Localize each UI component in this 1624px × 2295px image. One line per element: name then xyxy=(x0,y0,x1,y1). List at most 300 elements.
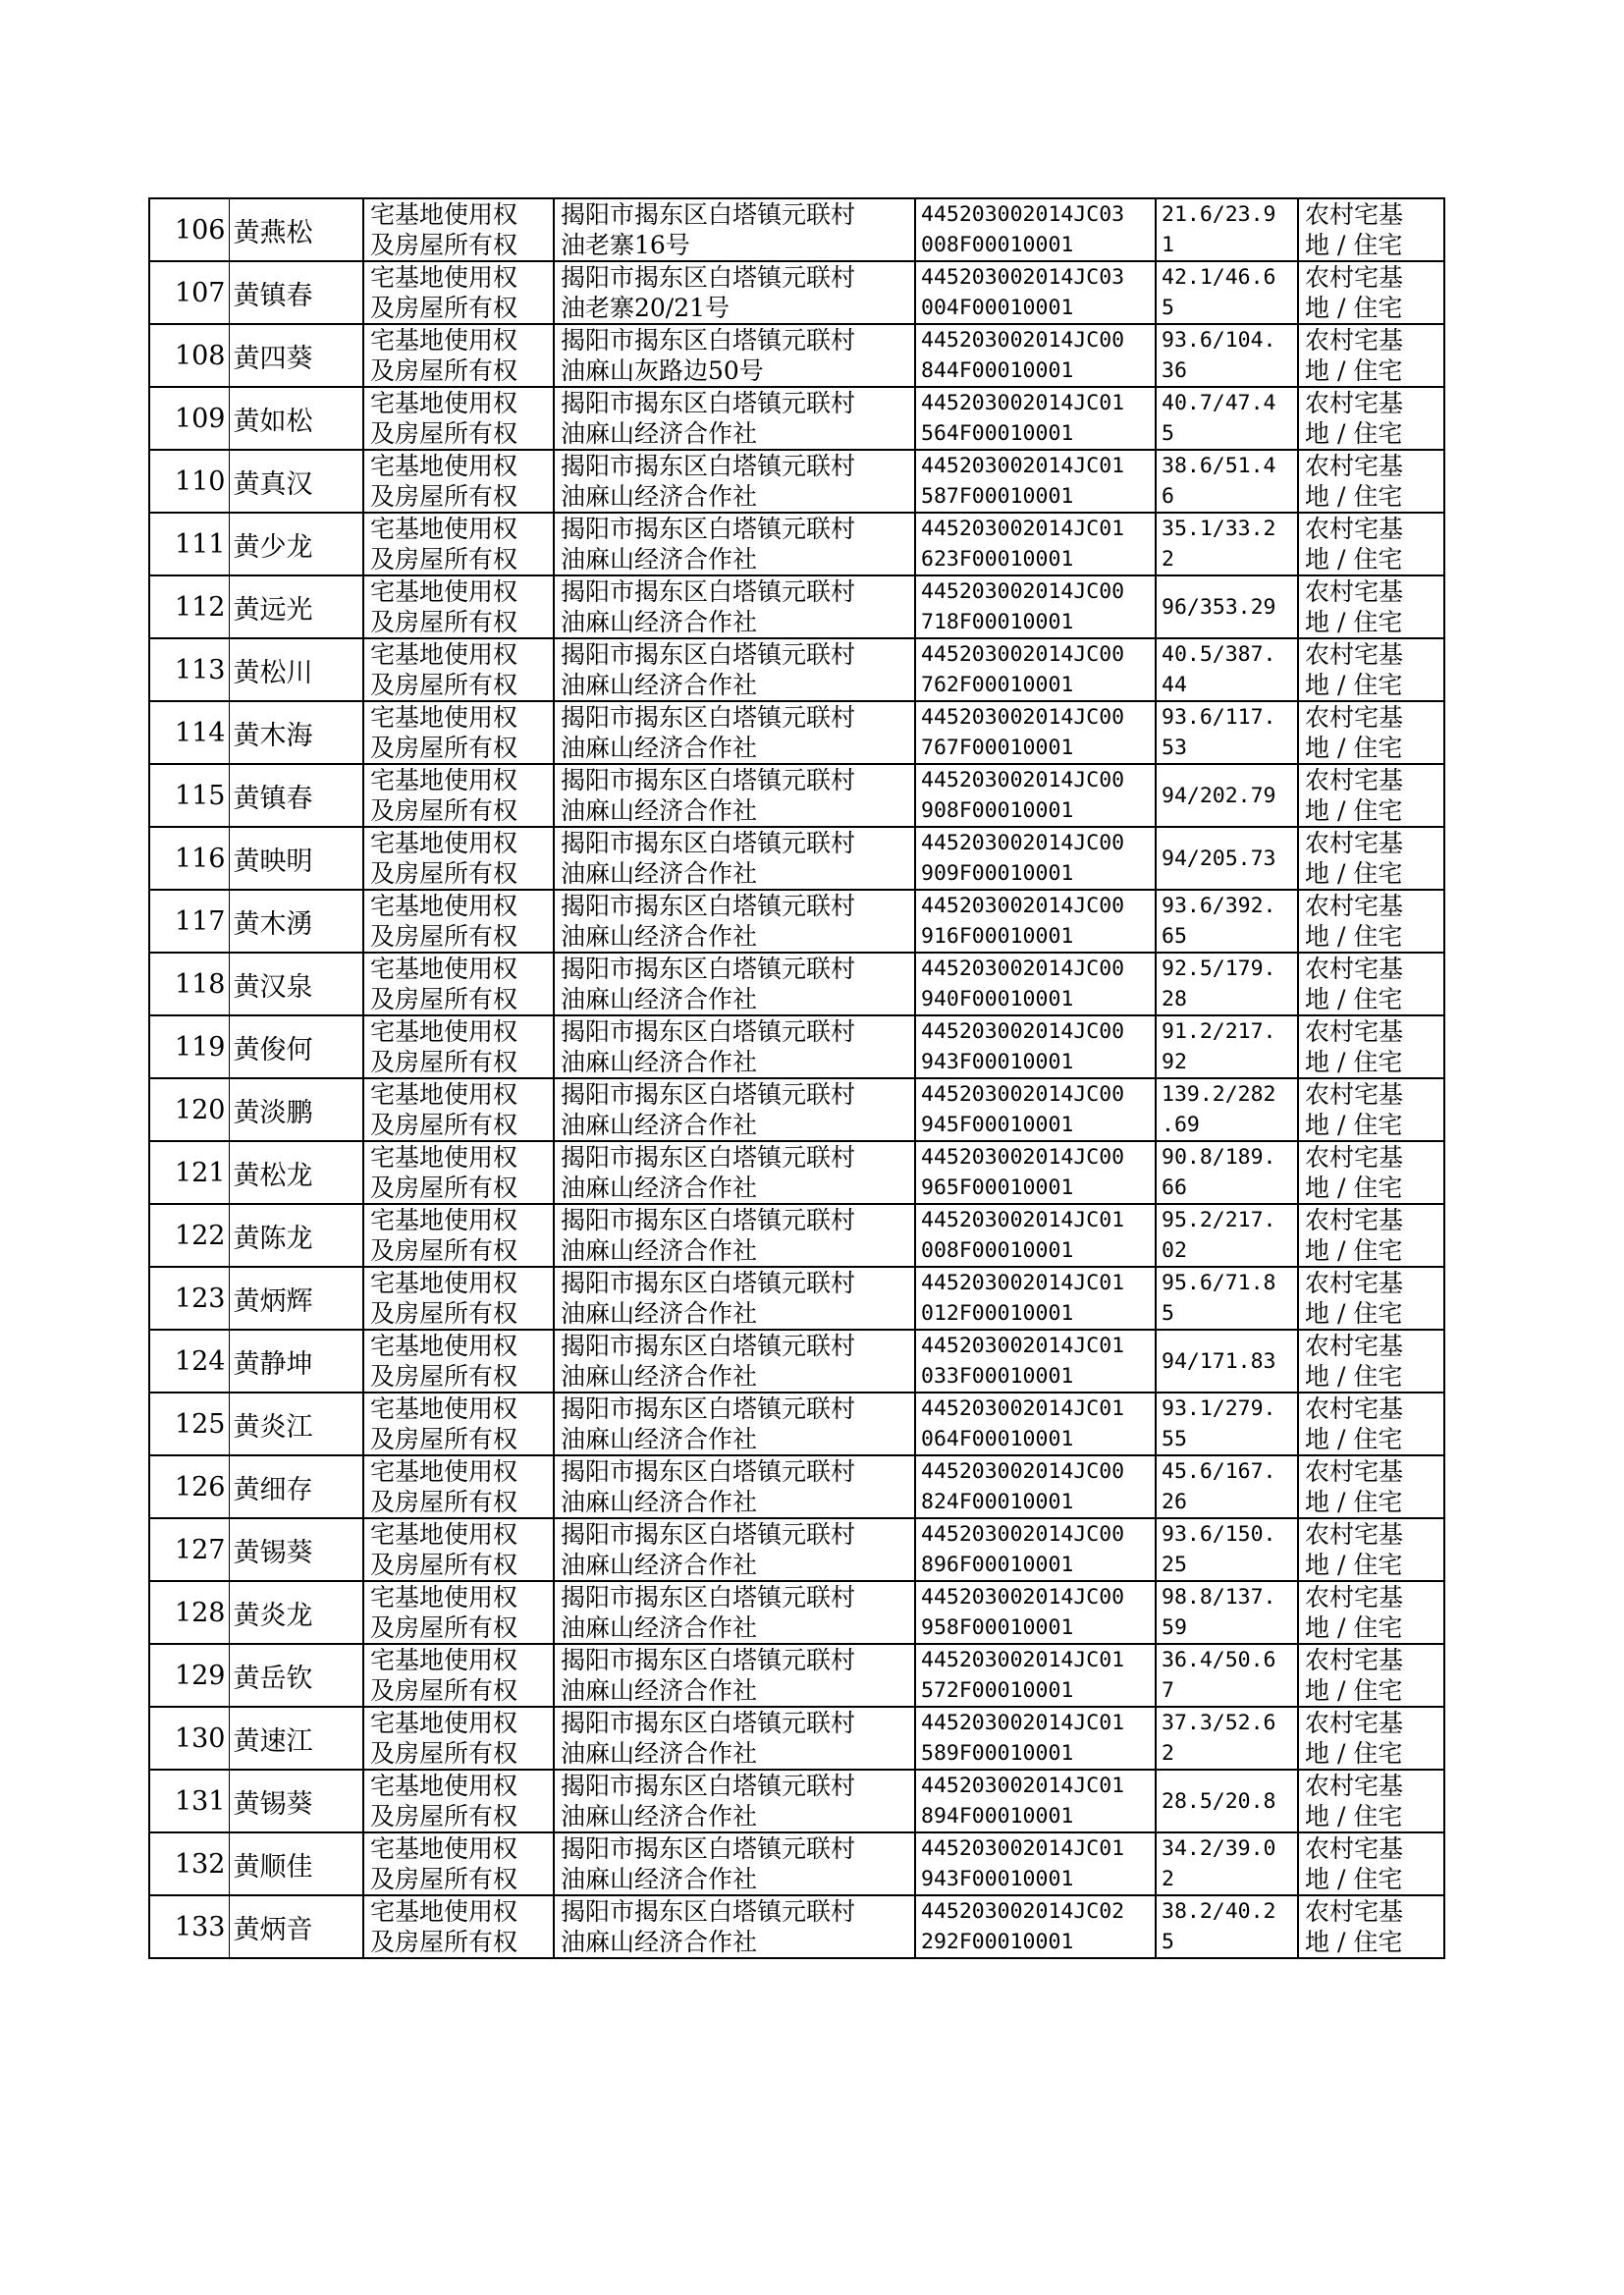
right-type-cell-line: 及房屋所有权 xyxy=(370,922,518,951)
owner-name-cell: 黄真汉 xyxy=(229,450,363,513)
area-cell-line: 40.7/47.4 xyxy=(1162,391,1276,415)
certificate-code-cell-line: 718F00010001 xyxy=(921,610,1074,634)
address-cell-line: 油麻山经济合作社 xyxy=(561,1236,758,1265)
table-row xyxy=(149,953,1444,1015)
right-type-cell xyxy=(363,1267,554,1330)
right-type-cell-line: 及房屋所有权 xyxy=(370,734,518,762)
address-cell xyxy=(554,701,915,764)
certificate-code-cell-line: 445203002014JC01 xyxy=(921,454,1125,478)
table-row xyxy=(149,1644,1444,1707)
area-cell-line: 5 xyxy=(1162,296,1174,320)
area-cell-line: 98.8/137. xyxy=(1162,1585,1276,1610)
address-cell-line: 揭阳市揭东区白塔镇元联村 xyxy=(561,892,856,920)
right-type-cell-line: 及房屋所有权 xyxy=(370,796,518,825)
owner-name-cell: 黄顺佳 xyxy=(229,1832,363,1895)
area-cell xyxy=(1156,1204,1298,1267)
land-use-cell-line: 农村宅基 xyxy=(1305,640,1404,669)
area-cell xyxy=(1156,324,1298,387)
area-cell xyxy=(1156,1895,1298,1958)
land-use-cell-line: 农村宅基 xyxy=(1305,577,1404,606)
right-type-cell-line: 及房屋所有权 xyxy=(370,1676,518,1705)
right-type-cell-line: 宅基地使用权 xyxy=(370,640,518,669)
area-cell-line: 55 xyxy=(1162,1427,1187,1451)
owner-name-cell: 黄松龙 xyxy=(229,1141,363,1204)
table-row xyxy=(149,1518,1444,1581)
certificate-code-cell-line: 008F00010001 xyxy=(921,233,1074,257)
area-cell-line: 26 xyxy=(1162,1490,1187,1514)
land-use-cell xyxy=(1298,1832,1444,1895)
table-row xyxy=(149,450,1444,513)
right-type-cell-line: 及房屋所有权 xyxy=(370,231,518,259)
address-cell xyxy=(554,890,915,953)
certificate-code-cell-line: 943F00010001 xyxy=(921,1050,1074,1074)
right-type-cell xyxy=(363,198,554,261)
table-row xyxy=(149,324,1444,387)
land-use-cell xyxy=(1298,1330,1444,1393)
right-type-cell-line: 及房屋所有权 xyxy=(370,482,518,511)
certificate-code-cell xyxy=(915,261,1156,324)
certificate-code-cell-line: 445203002014JC00 xyxy=(921,1522,1125,1547)
land-use-cell-line: 农村宅基 xyxy=(1305,766,1404,794)
address-cell-line: 油麻山经济合作社 xyxy=(561,545,758,574)
address-cell-line: 揭阳市揭东区白塔镇元联村 xyxy=(561,452,856,480)
right-type-cell-line: 及房屋所有权 xyxy=(370,545,518,574)
row-number-cell: 110 xyxy=(149,450,229,513)
area-cell-line: 2 xyxy=(1162,547,1174,572)
right-type-cell xyxy=(363,701,554,764)
land-use-cell-line: 农村宅基 xyxy=(1305,200,1404,229)
land-use-cell-line: 农村宅基 xyxy=(1305,389,1404,417)
right-type-cell-line: 宅基地使用权 xyxy=(370,1206,518,1234)
certificate-code-cell-line: 623F00010001 xyxy=(921,547,1074,572)
land-use-cell-line: 农村宅基 xyxy=(1305,1206,1404,1234)
right-type-cell-line: 宅基地使用权 xyxy=(370,1646,518,1674)
land-use-cell-line: 农村宅基 xyxy=(1305,326,1404,355)
owner-name-cell: 黄锡葵 xyxy=(229,1770,363,1832)
area-cell-line: 34.2/39.0 xyxy=(1162,1836,1276,1861)
area-cell-line: 65 xyxy=(1162,924,1187,949)
certificate-code-cell-line: 008F00010001 xyxy=(921,1238,1074,1263)
address-cell-line: 揭阳市揭东区白塔镇元联村 xyxy=(561,515,856,543)
certificate-code-cell-line: 767F00010001 xyxy=(921,736,1074,760)
right-type-cell xyxy=(363,450,554,513)
address-cell-line: 揭阳市揭东区白塔镇元联村 xyxy=(561,1394,856,1423)
owner-name-cell: 黄岳钦 xyxy=(229,1644,363,1707)
land-use-cell-line: 农村宅基 xyxy=(1305,1394,1404,1423)
table-row xyxy=(149,638,1444,701)
certificate-code-cell-line: 445203002014JC00 xyxy=(921,642,1125,667)
certificate-code-cell-line: 564F00010001 xyxy=(921,421,1074,446)
table-row xyxy=(149,1141,1444,1204)
land-use-cell-line: 地 / 住宅 xyxy=(1305,1048,1403,1076)
address-cell xyxy=(554,1707,915,1770)
row-number-cell: 127 xyxy=(149,1518,229,1581)
area-cell-line: 93.6/392. xyxy=(1162,894,1276,918)
table-row xyxy=(149,1204,1444,1267)
address-cell xyxy=(554,1015,915,1078)
address-cell-line: 揭阳市揭东区白塔镇元联村 xyxy=(561,1646,856,1674)
address-cell xyxy=(554,261,915,324)
right-type-cell xyxy=(363,1518,554,1581)
owner-name-cell: 黄木海 xyxy=(229,701,363,764)
certificate-code-cell xyxy=(915,890,1156,953)
certificate-code-cell xyxy=(915,1581,1156,1644)
right-type-cell xyxy=(363,1832,554,1895)
right-type-cell xyxy=(363,1895,554,1958)
certificate-code-cell xyxy=(915,764,1156,827)
land-use-cell xyxy=(1298,513,1444,575)
area-cell-line: 53 xyxy=(1162,736,1187,760)
certificate-code-cell-line: 445203002014JC01 xyxy=(921,1208,1125,1232)
address-cell xyxy=(554,1518,915,1581)
table-row xyxy=(149,701,1444,764)
certificate-code-cell-line: 445203002014JC00 xyxy=(921,1585,1125,1610)
land-use-cell-line: 地 / 住宅 xyxy=(1305,1928,1403,1956)
row-number-cell: 109 xyxy=(149,387,229,450)
address-cell-line: 油麻山经济合作社 xyxy=(561,1048,758,1076)
land-use-cell xyxy=(1298,764,1444,827)
row-number-cell: 131 xyxy=(149,1770,229,1832)
right-type-cell-line: 宅基地使用权 xyxy=(370,1332,518,1360)
land-use-cell-line: 地 / 住宅 xyxy=(1305,545,1403,574)
owner-name-cell: 黄松川 xyxy=(229,638,363,701)
certificate-code-cell-line: 916F00010001 xyxy=(921,924,1074,949)
certificate-code-cell xyxy=(915,450,1156,513)
right-type-cell-line: 宅基地使用权 xyxy=(370,1520,518,1549)
right-type-cell-line: 宅基地使用权 xyxy=(370,1897,518,1926)
owner-name-cell: 黄汉泉 xyxy=(229,953,363,1015)
land-use-cell-line: 地 / 住宅 xyxy=(1305,1613,1403,1642)
land-use-cell-line: 地 / 住宅 xyxy=(1305,1425,1403,1453)
address-cell-line: 揭阳市揭东区白塔镇元联村 xyxy=(561,1772,856,1800)
land-use-cell xyxy=(1298,1581,1444,1644)
area-cell-line: 40.5/387. xyxy=(1162,642,1276,667)
owner-name-cell: 黄燕松 xyxy=(229,198,363,261)
area-cell-line: 94/205.73 xyxy=(1162,846,1276,871)
right-type-cell-line: 宅基地使用权 xyxy=(370,1269,518,1297)
right-type-cell-line: 及房屋所有权 xyxy=(370,356,518,385)
certificate-code-cell xyxy=(915,953,1156,1015)
land-use-cell-line: 农村宅基 xyxy=(1305,1897,1404,1926)
land-use-cell-line: 地 / 住宅 xyxy=(1305,1362,1403,1391)
area-cell-line: 5 xyxy=(1162,421,1174,446)
area-cell-line: 91.2/217. xyxy=(1162,1019,1276,1044)
area-cell xyxy=(1156,198,1298,261)
certificate-code-cell-line: 445203002014JC02 xyxy=(921,1899,1125,1924)
area-cell xyxy=(1156,1078,1298,1141)
certificate-code-cell-line: 445203002014JC00 xyxy=(921,956,1125,981)
property-rights-table xyxy=(148,197,1445,1959)
table-row xyxy=(149,890,1444,953)
certificate-code-cell xyxy=(915,1267,1156,1330)
certificate-code-cell-line: 894F00010001 xyxy=(921,1804,1074,1829)
table-body xyxy=(149,198,1444,1958)
area-cell-line: 25 xyxy=(1162,1553,1187,1577)
area-cell xyxy=(1156,575,1298,638)
owner-name-cell: 黄细存 xyxy=(229,1455,363,1518)
owner-name-cell: 黄炳音 xyxy=(229,1895,363,1958)
area-cell-line: 28 xyxy=(1162,987,1187,1011)
certificate-code-cell-line: 445203002014JC00 xyxy=(921,705,1125,730)
land-use-cell-line: 农村宅基 xyxy=(1305,1332,1404,1360)
area-cell-line: 59 xyxy=(1162,1615,1187,1640)
land-use-cell xyxy=(1298,1267,1444,1330)
certificate-code-cell-line: 445203002014JC01 xyxy=(921,391,1125,415)
land-use-cell-line: 农村宅基 xyxy=(1305,263,1404,292)
land-use-cell xyxy=(1298,261,1444,324)
land-use-cell xyxy=(1298,638,1444,701)
table-row xyxy=(149,261,1444,324)
land-use-cell-line: 农村宅基 xyxy=(1305,1080,1404,1109)
area-cell-line: 36.4/50.6 xyxy=(1162,1648,1276,1672)
area-cell xyxy=(1156,1832,1298,1895)
land-use-cell-line: 地 / 住宅 xyxy=(1305,922,1403,951)
land-use-cell xyxy=(1298,890,1444,953)
address-cell-line: 揭阳市揭东区白塔镇元联村 xyxy=(561,1017,856,1046)
area-cell xyxy=(1156,387,1298,450)
address-cell-line: 油麻山经济合作社 xyxy=(561,922,758,951)
address-cell-line: 油麻山经济合作社 xyxy=(561,859,758,888)
row-number-cell: 122 xyxy=(149,1204,229,1267)
address-cell xyxy=(554,827,915,890)
right-type-cell xyxy=(363,324,554,387)
right-type-cell-line: 及房屋所有权 xyxy=(370,1299,518,1328)
land-use-cell xyxy=(1298,1644,1444,1707)
area-cell-line: 28.5/20.8 xyxy=(1162,1788,1276,1814)
land-use-cell-line: 地 / 住宅 xyxy=(1305,1299,1403,1328)
land-use-cell-line: 地 / 住宅 xyxy=(1305,419,1403,448)
right-type-cell-line: 及房屋所有权 xyxy=(370,1111,518,1139)
land-use-cell xyxy=(1298,1455,1444,1518)
certificate-code-cell-line: 572F00010001 xyxy=(921,1678,1074,1703)
right-type-cell-line: 宅基地使用权 xyxy=(370,326,518,355)
land-use-cell-line: 农村宅基 xyxy=(1305,1834,1404,1863)
land-use-cell-line: 地 / 住宅 xyxy=(1305,482,1403,511)
area-cell-line: .69 xyxy=(1162,1113,1200,1137)
address-cell-line: 油麻山经济合作社 xyxy=(561,1174,758,1202)
land-use-cell xyxy=(1298,324,1444,387)
right-type-cell xyxy=(363,1707,554,1770)
address-cell-line: 油麻山经济合作社 xyxy=(561,1928,758,1956)
right-type-cell-line: 宅基地使用权 xyxy=(370,515,518,543)
certificate-code-cell xyxy=(915,324,1156,387)
certificate-code-cell-line: 445203002014JC01 xyxy=(921,1836,1125,1861)
address-cell xyxy=(554,1330,915,1393)
land-use-cell-line: 地 / 住宅 xyxy=(1305,1236,1403,1265)
certificate-code-cell-line: 292F00010001 xyxy=(921,1930,1074,1954)
address-cell-line: 油麻山经济合作社 xyxy=(561,608,758,636)
area-cell xyxy=(1156,261,1298,324)
area-cell-line: 6 xyxy=(1162,484,1174,509)
address-cell-line: 油麻山经济合作社 xyxy=(561,1551,758,1579)
certificate-code-cell xyxy=(915,513,1156,575)
address-cell-line: 揭阳市揭东区白塔镇元联村 xyxy=(561,577,856,606)
area-cell-line: 96/353.29 xyxy=(1162,594,1276,620)
table-row xyxy=(149,1707,1444,1770)
area-cell-line: 36 xyxy=(1162,358,1187,383)
address-cell xyxy=(554,1644,915,1707)
area-cell-line: 93.6/117. xyxy=(1162,705,1276,730)
table-row xyxy=(149,387,1444,450)
certificate-code-cell xyxy=(915,1393,1156,1455)
right-type-cell-line: 宅基地使用权 xyxy=(370,1017,518,1046)
owner-name-cell: 黄锡葵 xyxy=(229,1518,363,1581)
right-type-cell xyxy=(363,1330,554,1393)
area-cell-line: 93.6/104. xyxy=(1162,328,1276,353)
certificate-code-cell xyxy=(915,1832,1156,1895)
address-cell-line: 揭阳市揭东区白塔镇元联村 xyxy=(561,389,856,417)
right-type-cell xyxy=(363,1393,554,1455)
right-type-cell-line: 宅基地使用权 xyxy=(370,829,518,857)
certificate-code-cell-line: 033F00010001 xyxy=(921,1364,1074,1389)
address-cell xyxy=(554,1895,915,1958)
row-number-cell: 114 xyxy=(149,701,229,764)
right-type-cell xyxy=(363,953,554,1015)
table-row xyxy=(149,1770,1444,1832)
area-cell xyxy=(1156,1518,1298,1581)
owner-name-cell: 黄俊何 xyxy=(229,1015,363,1078)
address-cell-line: 揭阳市揭东区白塔镇元联村 xyxy=(561,1897,856,1926)
land-use-cell-line: 农村宅基 xyxy=(1305,452,1404,480)
area-cell-line: 93.6/150. xyxy=(1162,1522,1276,1547)
certificate-code-cell xyxy=(915,1707,1156,1770)
area-cell xyxy=(1156,890,1298,953)
owner-name-cell: 黄镇春 xyxy=(229,261,363,324)
right-type-cell-line: 宅基地使用权 xyxy=(370,452,518,480)
area-cell-line: 139.2/282 xyxy=(1162,1082,1276,1107)
address-cell-line: 油麻山经济合作社 xyxy=(561,1739,758,1768)
area-cell xyxy=(1156,1141,1298,1204)
right-type-cell xyxy=(363,827,554,890)
land-use-cell-line: 地 / 住宅 xyxy=(1305,1111,1403,1139)
right-type-cell-line: 宅基地使用权 xyxy=(370,1583,518,1612)
table-row xyxy=(149,1015,1444,1078)
area-cell xyxy=(1156,1581,1298,1644)
certificate-code-cell-line: 445203002014JC00 xyxy=(921,768,1125,792)
address-cell xyxy=(554,1078,915,1141)
land-use-cell xyxy=(1298,1707,1444,1770)
certificate-code-cell xyxy=(915,1644,1156,1707)
address-cell-line: 揭阳市揭东区白塔镇元联村 xyxy=(561,1269,856,1297)
address-cell-line: 油麻山经济合作社 xyxy=(561,1299,758,1328)
area-cell-line: 44 xyxy=(1162,673,1187,697)
land-use-cell xyxy=(1298,1393,1444,1455)
row-number-cell: 132 xyxy=(149,1832,229,1895)
table-row xyxy=(149,1455,1444,1518)
area-cell-line: 37.3/52.6 xyxy=(1162,1711,1276,1735)
land-use-cell xyxy=(1298,701,1444,764)
area-cell xyxy=(1156,701,1298,764)
certificate-code-cell-line: 445203002014JC00 xyxy=(921,1459,1125,1484)
address-cell xyxy=(554,575,915,638)
table-row xyxy=(149,1267,1444,1330)
row-number-cell: 117 xyxy=(149,890,229,953)
address-cell-line: 油麻山经济合作社 xyxy=(561,1613,758,1642)
owner-name-cell: 黄速江 xyxy=(229,1707,363,1770)
right-type-cell-line: 及房屋所有权 xyxy=(370,1174,518,1202)
address-cell-line: 油麻山经济合作社 xyxy=(561,1362,758,1391)
address-cell xyxy=(554,638,915,701)
right-type-cell-line: 及房屋所有权 xyxy=(370,1928,518,1956)
area-cell-line: 95.6/71.8 xyxy=(1162,1271,1276,1295)
right-type-cell-line: 及房屋所有权 xyxy=(370,1739,518,1768)
address-cell xyxy=(554,1581,915,1644)
land-use-cell-line: 农村宅基 xyxy=(1305,892,1404,920)
owner-name-cell: 黄炎江 xyxy=(229,1393,363,1455)
area-cell xyxy=(1156,764,1298,827)
address-cell-line: 揭阳市揭东区白塔镇元联村 xyxy=(561,703,856,732)
address-cell-line: 油麻山经济合作社 xyxy=(561,1111,758,1139)
land-use-cell-line: 地 / 住宅 xyxy=(1305,859,1403,888)
address-cell-line: 油麻山经济合作社 xyxy=(561,482,758,511)
area-cell xyxy=(1156,1770,1298,1832)
area-cell xyxy=(1156,827,1298,890)
row-number-cell: 123 xyxy=(149,1267,229,1330)
certificate-code-cell-line: 943F00010001 xyxy=(921,1867,1074,1891)
table-row xyxy=(149,198,1444,261)
row-number-cell: 124 xyxy=(149,1330,229,1393)
address-cell-line: 油麻山经济合作社 xyxy=(561,1488,758,1516)
land-use-cell xyxy=(1298,1204,1444,1267)
table-row xyxy=(149,1078,1444,1141)
right-type-cell-line: 及房屋所有权 xyxy=(370,1613,518,1642)
right-type-cell-line: 宅基地使用权 xyxy=(370,1394,518,1423)
area-cell xyxy=(1156,638,1298,701)
right-type-cell-line: 及房屋所有权 xyxy=(370,1865,518,1893)
area-cell-line: 38.2/40.2 xyxy=(1162,1899,1276,1924)
land-use-cell-line: 地 / 住宅 xyxy=(1305,1551,1403,1579)
right-type-cell-line: 及房屋所有权 xyxy=(370,1362,518,1391)
land-use-cell-line: 地 / 住宅 xyxy=(1305,356,1403,385)
certificate-code-cell xyxy=(915,1895,1156,1958)
land-use-cell-line: 地 / 住宅 xyxy=(1305,608,1403,636)
right-type-cell xyxy=(363,1078,554,1141)
right-type-cell-line: 宅基地使用权 xyxy=(370,200,518,229)
address-cell-line: 油麻山经济合作社 xyxy=(561,1676,758,1705)
right-type-cell-line: 宅基地使用权 xyxy=(370,577,518,606)
address-cell-line: 揭阳市揭东区白塔镇元联村 xyxy=(561,1834,856,1863)
owner-name-cell: 黄淡鹏 xyxy=(229,1078,363,1141)
table-row xyxy=(149,827,1444,890)
certificate-code-cell xyxy=(915,827,1156,890)
right-type-cell-line: 及房屋所有权 xyxy=(370,671,518,699)
right-type-cell-line: 宅基地使用权 xyxy=(370,703,518,732)
owner-name-cell: 黄镇春 xyxy=(229,764,363,827)
right-type-cell xyxy=(363,1204,554,1267)
address-cell-line: 揭阳市揭东区白塔镇元联村 xyxy=(561,1332,856,1360)
row-number-cell: 126 xyxy=(149,1455,229,1518)
certificate-code-cell-line: 445203002014JC00 xyxy=(921,579,1125,604)
table-row xyxy=(149,1393,1444,1455)
certificate-code-cell xyxy=(915,1078,1156,1141)
owner-name-cell: 黄远光 xyxy=(229,575,363,638)
area-cell xyxy=(1156,953,1298,1015)
row-number-cell: 120 xyxy=(149,1078,229,1141)
land-use-cell xyxy=(1298,1770,1444,1832)
address-cell xyxy=(554,1141,915,1204)
land-use-cell xyxy=(1298,1078,1444,1141)
certificate-code-cell xyxy=(915,1770,1156,1832)
address-cell-line: 油麻山经济合作社 xyxy=(561,1802,758,1831)
address-cell-line: 油麻山经济合作社 xyxy=(561,985,758,1013)
address-cell-line: 油麻山灰路边50号 xyxy=(561,356,764,385)
land-use-cell-line: 农村宅基 xyxy=(1305,1772,1404,1800)
address-cell xyxy=(554,324,915,387)
row-number-cell: 108 xyxy=(149,324,229,387)
address-cell-line: 油麻山经济合作社 xyxy=(561,1865,758,1893)
certificate-code-cell xyxy=(915,387,1156,450)
area-cell-line: 45.6/167. xyxy=(1162,1459,1276,1484)
